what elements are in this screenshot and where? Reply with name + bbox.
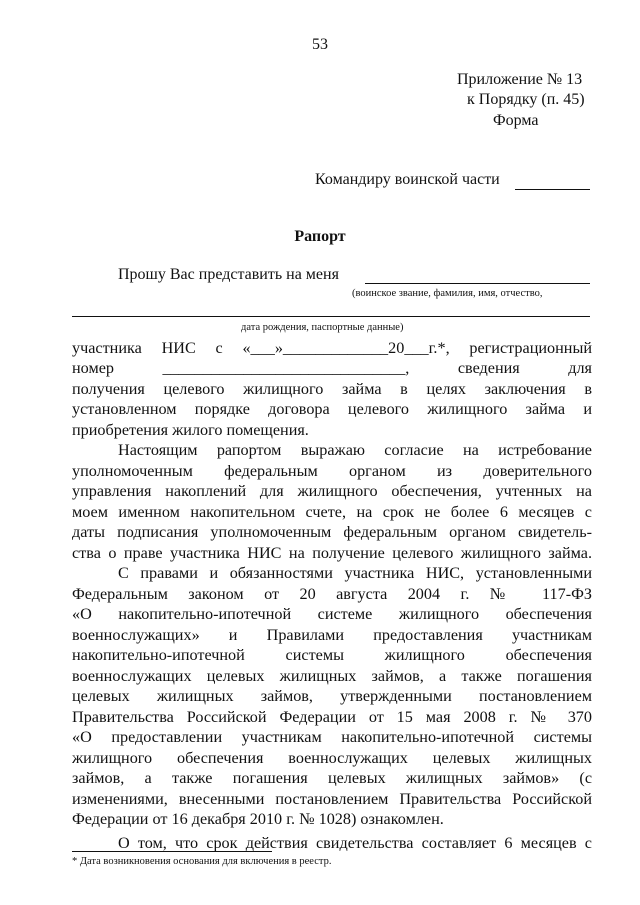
footnote: * Дата возникновения основания для включения в реестр.: [72, 856, 332, 867]
body-line: военнослужащих» и Правилами предоставления участникам: [72, 626, 592, 644]
body-line: Федерации от 16 декабря 2010 г. № 1028) ознакомлен.: [72, 810, 444, 828]
military-unit-blank: [515, 189, 590, 190]
body-line: управления накоплений для жилищного обеспечения, учтенных на: [72, 482, 592, 500]
body-line: О том, что срок действия свидетельства составляет 6 месяцев с: [118, 834, 592, 852]
document-title: Рапорт: [294, 228, 346, 245]
body-line: ства о праве участника НИС на получение целевого жилищного займа.: [72, 544, 592, 562]
applicant-data-note: дата рождения, паспортные данные): [241, 322, 404, 333]
body-line: С правами и обязанностями участника НИС, установленными: [118, 564, 592, 582]
body-line: моем именном накопительном счете, на срок не более 6 месяцев с: [72, 503, 592, 521]
body-line: изменениями, внесенными постановлением Правительства Российской: [72, 790, 592, 808]
body-line: займов, а также погашения целевых жилищных займов» (с: [72, 769, 592, 787]
body-line: получения целевого жилищного займа в целях заключения в: [72, 380, 592, 398]
body-line: установленном порядке договора целевого жилищного займа и: [72, 400, 592, 418]
body-line: накопительно-ипотечной системы жилищного обеспечения: [72, 646, 592, 664]
order-reference-line: к Порядку (п. 45): [467, 91, 585, 108]
body-line: номер ______________________________, сведения для: [72, 359, 592, 377]
footnote-divider: [72, 851, 272, 852]
body-line: Настоящим рапортом выражаю согласие на истребование: [118, 441, 592, 459]
body-line: приобретения жилого помещения.: [72, 421, 309, 439]
page-number: 53: [312, 36, 328, 53]
appendix-line: Приложение № 13: [457, 71, 583, 88]
body-line: Федеральным законом от 20 августа 2004 г. № 117-ФЗ: [72, 585, 592, 603]
body-line: целевых жилищных займов, утвержденными постановлением: [72, 687, 592, 705]
body-line: жилищного обеспечения военнослужащих целевых жилищных: [72, 749, 592, 767]
body-line: «О накопительно-ипотечной системе жилищного обеспечения: [72, 605, 592, 623]
body-line: уполномоченным федеральным органом из доверительного: [72, 462, 592, 480]
body-line: даты подписания уполномоченным федеральным органом свидетель-: [72, 523, 592, 541]
body-line: Правительства Российской Федерации от 15 мая 2008 г. № 370: [72, 708, 592, 726]
body-line: военнослужащих целевых жилищных займов, а также погашения: [72, 667, 592, 685]
form-label: Форма: [493, 112, 539, 129]
body-line: «О предоставлении участникам накопительно-ипотечной системы: [72, 728, 592, 746]
addressee: Командиру воинской части: [315, 171, 500, 188]
request-text: Прошу Вас представить на меня: [118, 266, 339, 283]
applicant-name-note: (воинское звание, фамилия, имя, отчество,: [352, 288, 543, 299]
applicant-data-blank: [72, 316, 590, 317]
body-line: участника НИС с «___»_____________20___г.*, регистрационный: [72, 339, 592, 357]
applicant-name-blank: [365, 283, 590, 284]
